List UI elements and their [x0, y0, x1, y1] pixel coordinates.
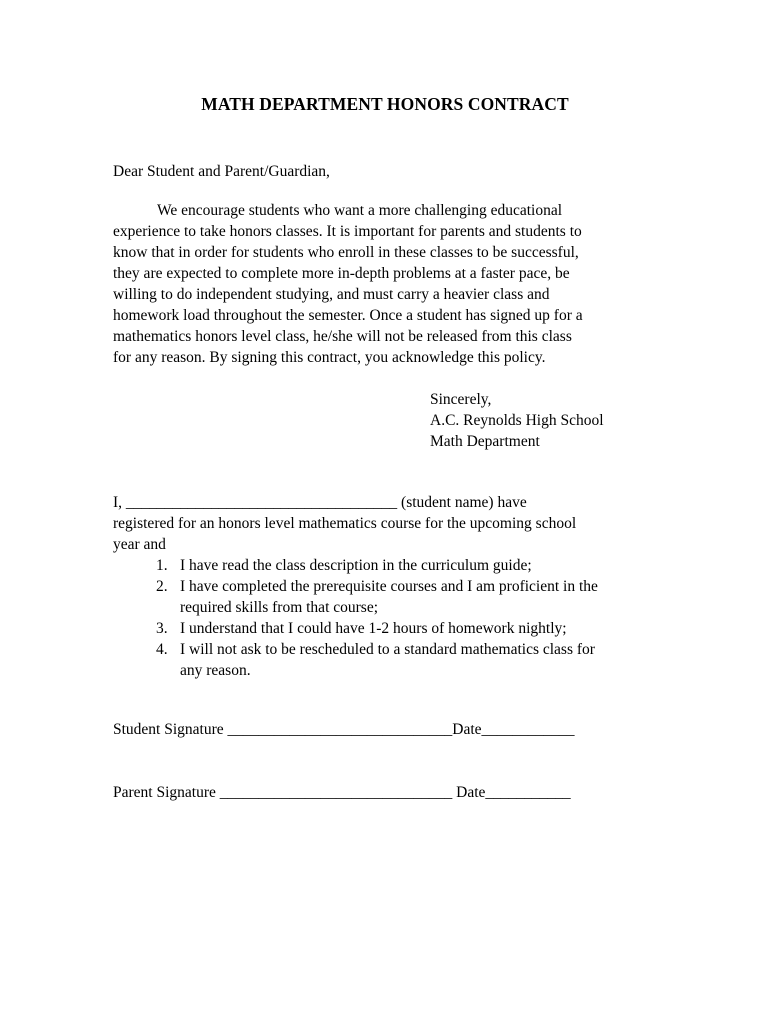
- list-item-line: I have read the class description in the curriculum guide;: [180, 557, 532, 574]
- list-item: [156, 639, 598, 681]
- list-item-line: I will not ask to be rescheduled to a standard mathematics class for: [180, 641, 595, 658]
- list-item-number: 2.: [156, 578, 168, 595]
- body-line: experience to take honors classes. It is important for parents and students to: [113, 223, 582, 240]
- body-paragraph: [113, 200, 661, 368]
- closing-school: A.C. Reynolds High School: [430, 412, 604, 429]
- list-item-text: [180, 555, 532, 576]
- body-line: mathematics honors level class, he/she will not be released from this class: [113, 328, 572, 345]
- list-item-line: I understand that I could have 1-2 hours of homework nightly;: [180, 620, 567, 637]
- body-line: for any reason. By signing this contract, you acknowledge this policy.: [113, 349, 546, 366]
- closing-department: Math Department: [430, 433, 540, 450]
- list-item: [156, 555, 598, 576]
- parent-signature-line: Parent Signature ______________________________ Date___________: [113, 784, 571, 801]
- acknowledgement-line: year and: [113, 536, 166, 553]
- list-item-number: 3.: [156, 620, 168, 637]
- list-item-line: any reason.: [180, 662, 251, 679]
- acknowledgement-paragraph: [113, 492, 576, 555]
- student-signature-line: Student Signature _____________________________Date____________: [113, 721, 575, 738]
- agreement-list: [156, 555, 598, 681]
- list-item-text: [180, 618, 567, 639]
- list-item: [156, 618, 598, 639]
- document-title: MATH DEPARTMENT HONORS CONTRACT: [201, 94, 569, 114]
- body-line: We encourage students who want a more challenging educational: [157, 202, 563, 219]
- salutation: Dear Student and Parent/Guardian,: [113, 163, 330, 180]
- body-line: know that in order for students who enroll in these classes to be successful,: [113, 244, 579, 261]
- body-line: willing to do independent studying, and must carry a heavier class and: [113, 286, 550, 303]
- closing-sincerely: Sincerely,: [430, 391, 492, 408]
- closing-block: [430, 389, 604, 452]
- body-line: they are expected to complete more in-depth problems at a faster pace, be: [113, 265, 570, 282]
- list-item-number: 4.: [156, 641, 168, 658]
- list-item-text: [180, 576, 598, 618]
- acknowledgement-line: I, ___________________________________ (student name) have: [113, 494, 527, 511]
- acknowledgement-line: registered for an honors level mathematics course for the upcoming school: [113, 515, 577, 532]
- list-item-line: I have completed the prerequisite courses and I am proficient in the: [180, 578, 598, 595]
- body-line: homework load throughout the semester. Once a student has signed up for a: [113, 307, 583, 324]
- list-item-text: [180, 639, 595, 681]
- list-item-line: required skills from that course;: [180, 599, 379, 616]
- list-item-number: 1.: [156, 557, 168, 574]
- list-item: [156, 576, 598, 618]
